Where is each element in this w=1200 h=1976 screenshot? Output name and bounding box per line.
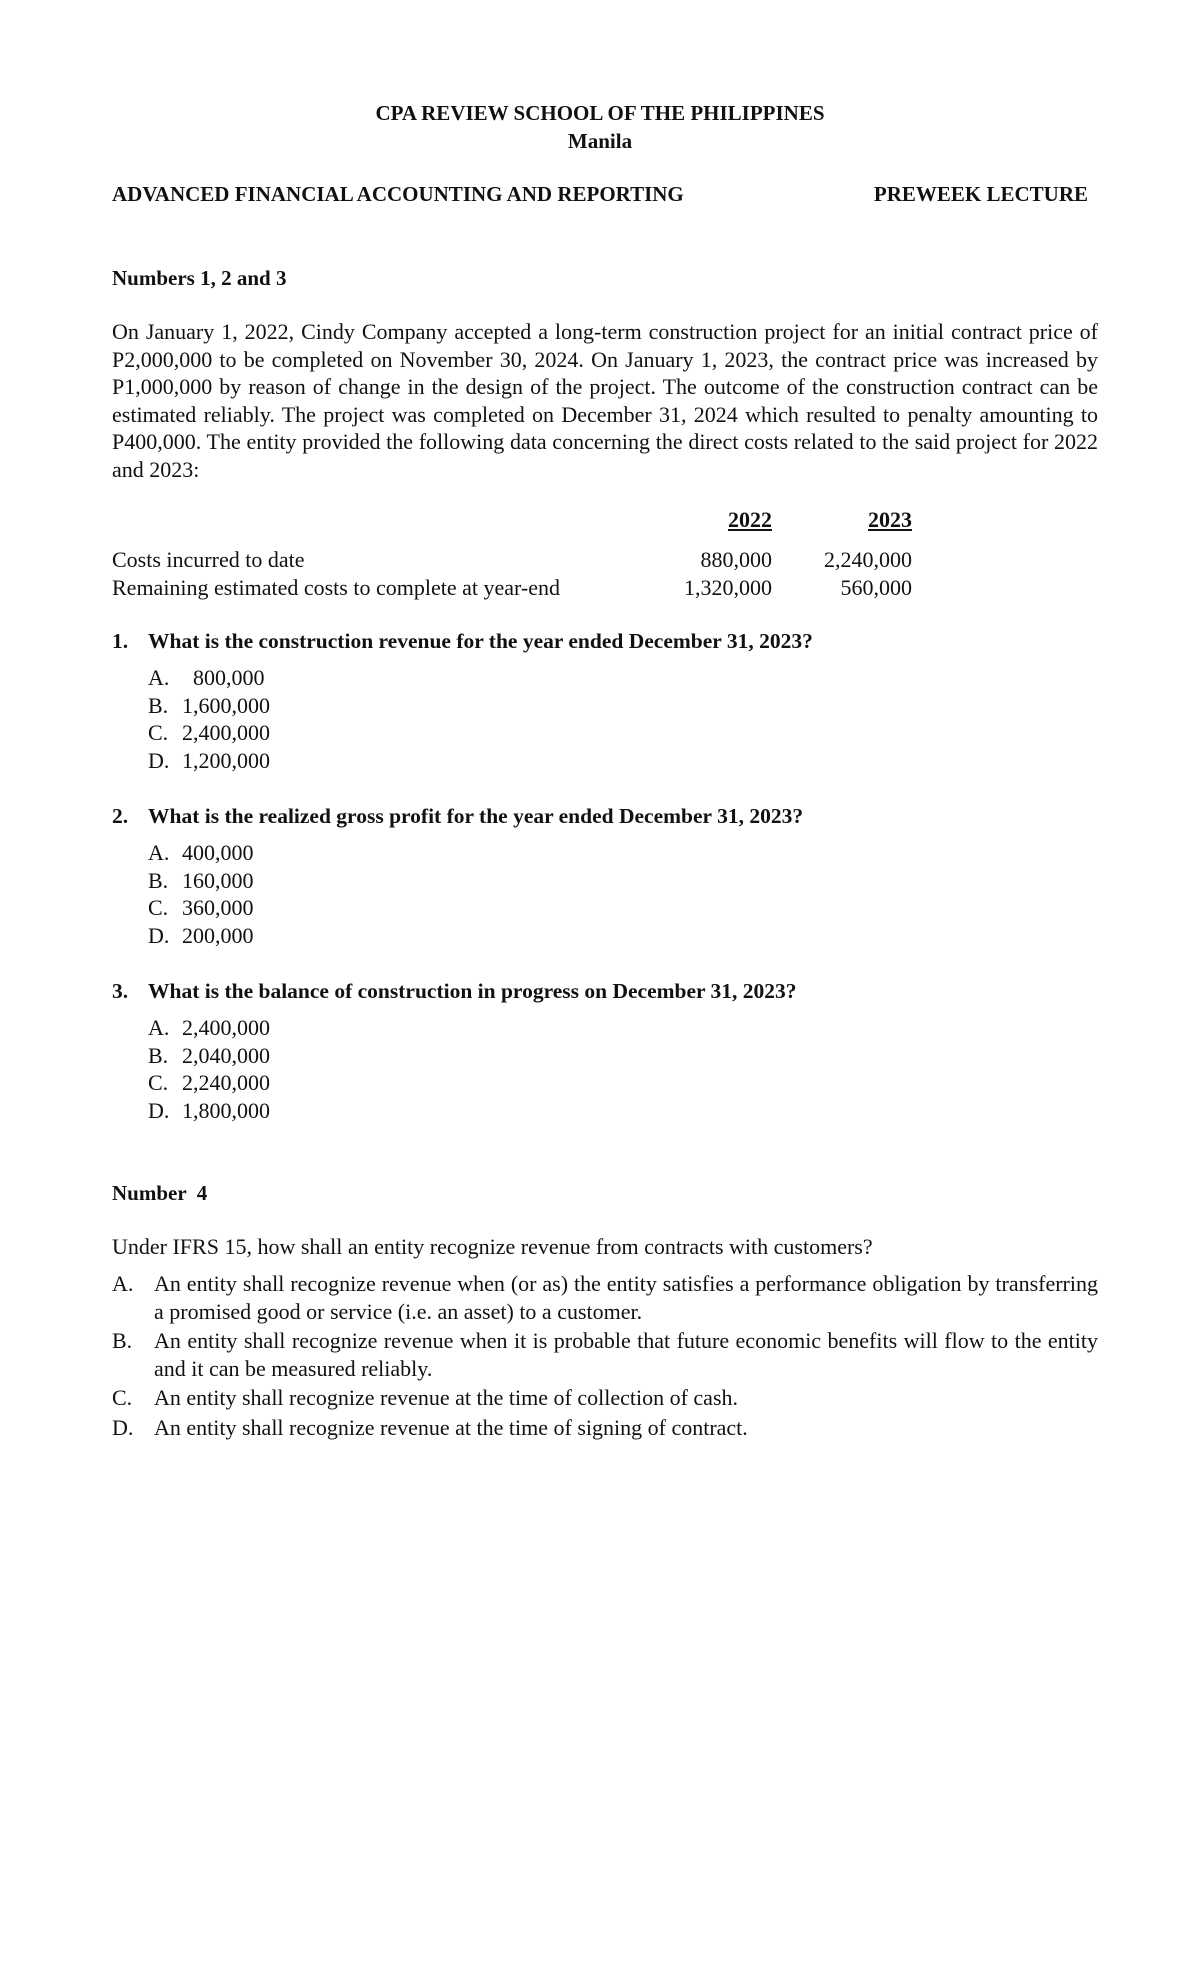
- option-a: [148, 664, 270, 692]
- option-text: An entity shall recognize revenue at the time of signing of contract.: [154, 1414, 748, 1440]
- problem-paragraph: On January 1, 2022, Cindy Company accepted a long-term construction project for an initial contract price of P2,000,000 to be completed on November 30, 2024. On January 1, 2023, the contract price was increased by P1,000,000 by reason of change in the design of the project. The outcome of the construction contract can be estimated reliably. The project was completed on December 31, 2024 which resulted to penalty amounting to P400,000. The entity provided the following data concerning the direct costs related to the said project for 2022 and 2023:: [112, 319, 1098, 482]
- row-label: Remaining estimated costs to complete at year-end: [112, 575, 560, 600]
- option-text: An entity shall recognize revenue when (or as) the entity satisfies a performance obligation by transferring a promised good or service (i.e. an asset) to a customer.: [154, 1271, 1098, 1324]
- option-text: 1,800,000: [182, 1097, 270, 1123]
- option-letter: C.: [148, 1070, 169, 1095]
- option-text: 400,000: [182, 840, 254, 865]
- question-2-options: [148, 839, 254, 949]
- section-heading-1-3: Numbers 1, 2 and 3: [112, 266, 287, 290]
- option-letter: C.: [148, 895, 169, 920]
- option-c: [148, 719, 270, 747]
- option-c: [148, 894, 254, 922]
- question-number: 1.: [112, 629, 129, 653]
- option-text: 1,600,000: [182, 692, 270, 718]
- option-letter: C.: [148, 720, 169, 745]
- option-letter: B.: [148, 692, 169, 718]
- question-1: [112, 628, 813, 655]
- question-text: What is the balance of construction in progress on December 31, 2023?: [148, 979, 797, 1003]
- option-text: An entity shall recognize revenue when it is probable that future economic benefits will flow to the entity and it can be measured reliably.: [154, 1328, 1098, 1381]
- option-letter: D.: [148, 922, 170, 948]
- option-letter: C.: [112, 1385, 133, 1410]
- option-letter: A.: [148, 840, 170, 865]
- option-d: [148, 1097, 270, 1125]
- option-c: [148, 1069, 270, 1097]
- section-heading-4: Number 4: [112, 1181, 208, 1205]
- option-d: [112, 1414, 1098, 1442]
- table-header-2023: 2023: [868, 507, 912, 532]
- option-a: [148, 1014, 270, 1042]
- question-number: 3.: [112, 979, 129, 1003]
- option-text: 2,400,000: [182, 1015, 270, 1040]
- subject-title: ADVANCED FINANCIAL ACCOUNTING AND REPORTING: [112, 182, 684, 206]
- option-letter: B.: [148, 1042, 169, 1068]
- question-text: What is the construction revenue for the year ended December 31, 2023?: [148, 629, 813, 653]
- lecture-label: PREWEEK LECTURE: [873, 182, 1088, 206]
- option-letter: A.: [148, 1015, 170, 1040]
- option-letter: A.: [148, 665, 170, 690]
- option-text: 2,040,000: [182, 1042, 270, 1068]
- row-value-2023: 560,000: [840, 575, 912, 600]
- question-4-text: Under IFRS 15, how shall an entity recognize revenue from contracts with customers?: [112, 1234, 873, 1259]
- option-text: 800,000: [182, 665, 265, 690]
- question-number: 2.: [112, 804, 129, 828]
- school-city: Manila: [567, 129, 633, 153]
- question-3-options: [148, 1014, 270, 1124]
- option-text: 2,400,000: [182, 720, 270, 745]
- option-letter: A.: [112, 1271, 134, 1296]
- option-d: [148, 922, 254, 950]
- option-letter: D.: [148, 1097, 170, 1123]
- school-title: CPA REVIEW SCHOOL OF THE PHILIPPINES: [375, 101, 825, 125]
- row-value-2023: 2,240,000: [824, 547, 912, 572]
- row-value-2022: 880,000: [700, 547, 772, 572]
- row-label: Costs incurred to date: [112, 547, 305, 572]
- option-b: [148, 867, 254, 895]
- option-text: 360,000: [182, 895, 254, 920]
- question-4-options: [112, 1270, 1098, 1443]
- table-row: [112, 546, 912, 574]
- option-text: 200,000: [182, 922, 254, 948]
- option-letter: B.: [148, 867, 169, 893]
- option-c: [112, 1384, 1098, 1412]
- option-text: 2,240,000: [182, 1070, 270, 1095]
- table-row: [112, 574, 912, 602]
- row-value-2022: 1,320,000: [684, 575, 772, 600]
- option-letter: D.: [148, 747, 170, 773]
- option-b: [148, 1042, 270, 1070]
- option-text: 160,000: [182, 867, 254, 893]
- option-b: [148, 692, 270, 720]
- table-header-2022: 2022: [728, 507, 772, 532]
- option-d: [148, 747, 270, 775]
- question-1-options: [148, 664, 270, 774]
- question-text: What is the realized gross profit for the year ended December 31, 2023?: [148, 804, 804, 828]
- option-a: [148, 839, 254, 867]
- option-a: [112, 1270, 1098, 1325]
- question-3: [112, 978, 797, 1005]
- option-letter: D.: [112, 1414, 134, 1440]
- option-letter: B.: [112, 1328, 133, 1353]
- option-b: [112, 1327, 1098, 1382]
- option-text: 1,200,000: [182, 747, 270, 773]
- option-text: An entity shall recognize revenue at the time of collection of cash.: [154, 1385, 738, 1410]
- question-2: [112, 803, 803, 830]
